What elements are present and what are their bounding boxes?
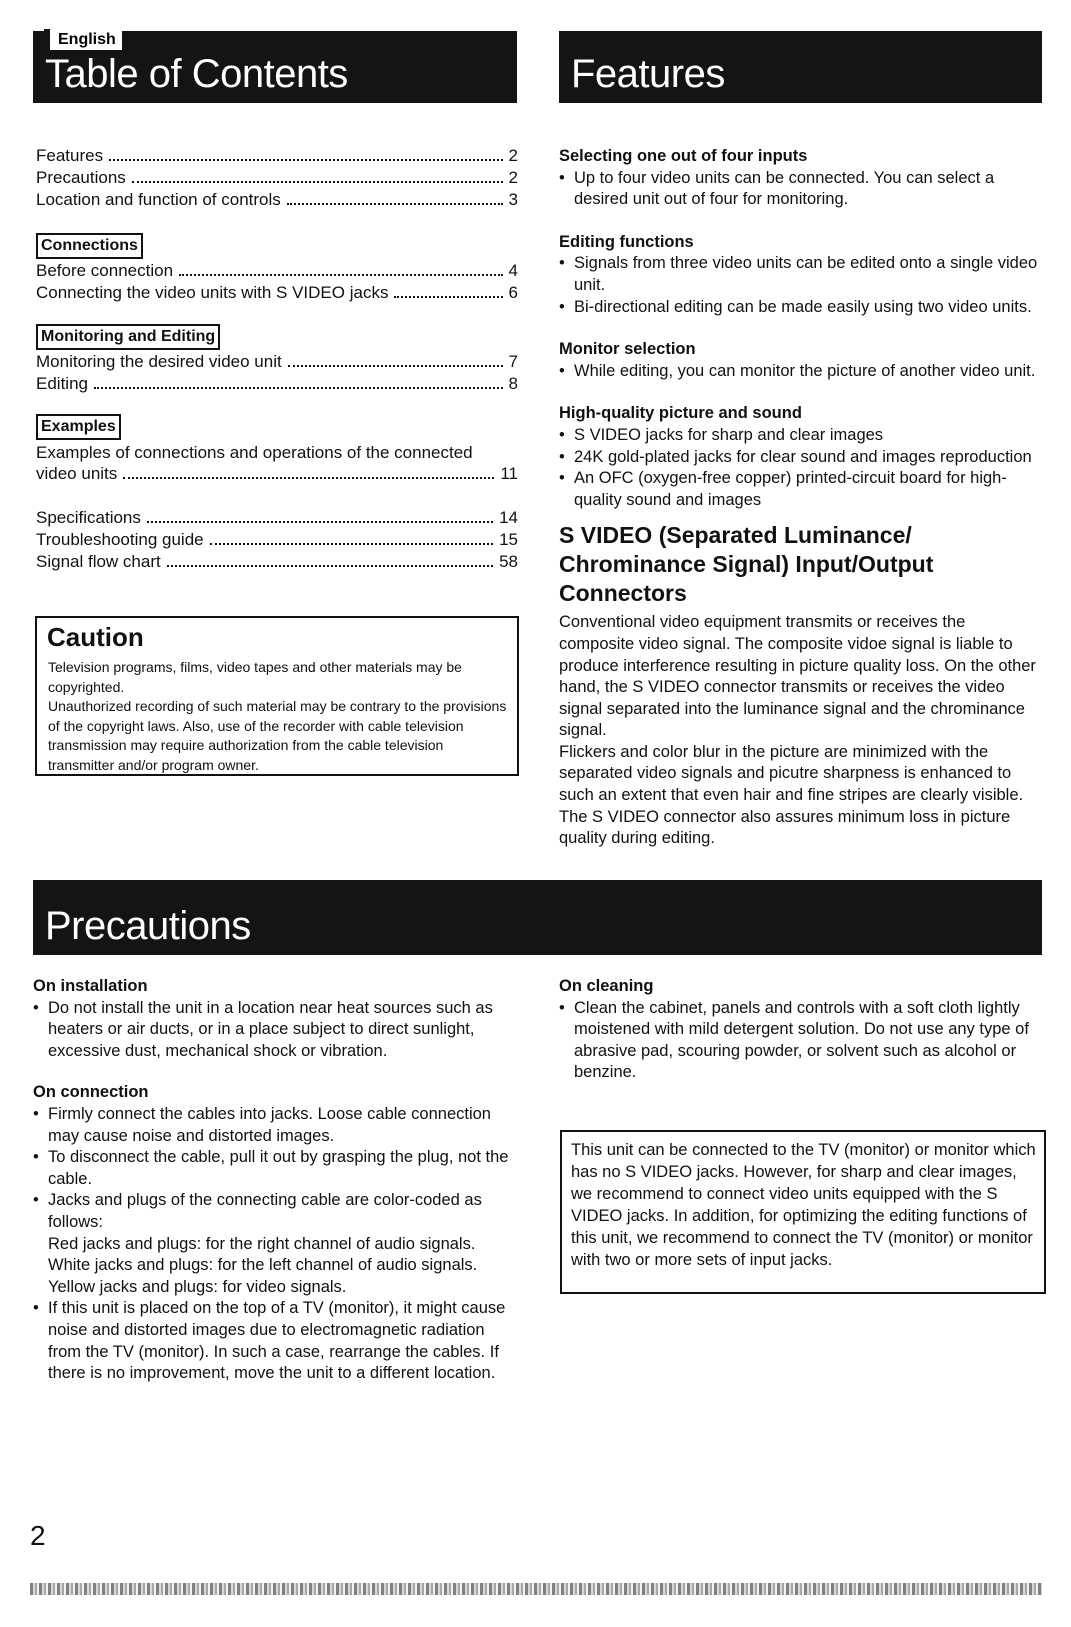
- precaution-bullet: • To disconnect the cable, pull it out by grasping the plug, not the cable.: [33, 1147, 517, 1190]
- feature-bullet-text: While editing, you can monitor the picture of another video unit.: [574, 361, 1036, 380]
- precautions-right: [559, 976, 1035, 1084]
- precaution-bullet-text: Jacks and plugs of the connecting cable are color-coded as follows:: [48, 1191, 482, 1231]
- language-label: English: [44, 29, 122, 50]
- toc-entry-label: Precautions: [36, 168, 126, 187]
- color-code-white: White jacks and plugs: for the left channel of audio signals.: [48, 1256, 478, 1275]
- feature-bullet: • Up to four video units can be connected. You can select a desired unit out of four for monitoring.: [559, 168, 1042, 211]
- precaution-heading: On connection: [33, 1083, 149, 1102]
- toc-section-examples: Examples: [36, 414, 121, 440]
- feature-bullet: • Bi-directional editing can be made easily using two video units.: [559, 297, 1042, 319]
- precaution-bullet: • If this unit is placed on the top of a TV (monitor), it might cause noise and distorted images due to electromagnetic radiation from the TV (monitor). In such a case, rearrange the cables. If there is no improvement, move the unit to a different location.: [33, 1298, 517, 1384]
- feature-bullet: • An OFC (oxygen-free copper) printed-circuit board for high-quality sound and images: [559, 468, 1042, 511]
- toc-entry-page: 2: [508, 146, 518, 165]
- precaution-bullet: • Firmly connect the cables into jacks. Loose cable connection may cause noise and distorted images.: [33, 1104, 517, 1147]
- precautions-left: [33, 976, 517, 1385]
- feature-bullet-text: Bi-directional editing can be made easily using two video units.: [574, 297, 1032, 316]
- toc-entry: [36, 283, 518, 305]
- feature-bullet-text: An OFC (oxygen-free copper) printed-circuit board for high-quality sound and images: [574, 469, 1007, 509]
- toc-entry-label: Location and function of controls: [36, 190, 281, 209]
- toc-entry-label: Specifications: [36, 508, 141, 527]
- caution-box: [35, 616, 519, 776]
- precaution-heading: On cleaning: [559, 977, 654, 995]
- toc-section-monitoring: Monitoring and Editing: [36, 324, 220, 350]
- feature-heading: Editing functions: [559, 232, 694, 251]
- caution-paragraph: Unauthorized recording of such material may be contrary to the provisions of the copyright laws. Also, use of the recorder with cable television transmission may require authorization from the cable television transmitter and/or program owner.: [48, 698, 507, 773]
- caution-text: [48, 658, 508, 775]
- scan-artifact-strip: [30, 1583, 1042, 1595]
- toc-entry: [36, 464, 518, 486]
- feature-bullet: • 24K gold-plated jacks for clear sound and images reproduction: [559, 447, 1042, 469]
- toc-entry-label: Before connection: [36, 261, 174, 280]
- toc-entry-page: 8: [508, 374, 518, 393]
- precaution-bullet-text: Firmly connect the cables into jacks. Loose cable connection may cause noise and distorted images.: [48, 1104, 491, 1145]
- feature-heading: High-quality picture and sound: [559, 404, 802, 423]
- toc-entry: [36, 261, 518, 283]
- feature-bullet-text: S VIDEO jacks for sharp and clear images: [574, 425, 884, 444]
- toc-entry-page: 4: [508, 261, 518, 280]
- feature-bullet-text: Up to four video units can be connected. You can select a desired unit out of four for monitoring.: [574, 168, 995, 209]
- feature-bullet: • While editing, you can monitor the picture of another video unit.: [559, 361, 1042, 383]
- page-number: 2: [30, 1520, 46, 1551]
- precaution-bullet-text: Clean the cabinet, panels and controls with a soft cloth lightly moistened with mild detergent solution. Do not use any type of abrasive pad, scouring powder, or solvent such as alcohol or benzine.: [574, 998, 1029, 1082]
- precaution-bullet-text: To disconnect the cable, pull it out by grasping the plug, not the cable.: [48, 1148, 509, 1188]
- svideo-paragraph: Conventional video equipment transmits or receives the composite video signal. The composite vidoe signal is liable to produce interference resulting in picture quality loss. On the other hand, the S VIDEO connector transmits or receives the video signal separated into the luminance signal and the chrominance signal.: [559, 613, 1036, 740]
- toc-entry-page: 58: [499, 552, 518, 571]
- precaution-heading: On installation: [33, 977, 148, 995]
- toc-entry-label: Examples of connections and operations of the connected: [36, 443, 473, 462]
- toc-entry: [36, 374, 518, 396]
- toc-entry-label: Editing: [36, 374, 88, 393]
- svideo-paragraph: Flickers and color blur in the picture are minimized with the separated video signals and picutre sharpness is enhanced to such an extent that even hair and fine stripes are clearly visible. The S VIDEO connector also assures minimum loss in picture quality during editing.: [559, 742, 1024, 848]
- precautions-title: Precautions: [45, 904, 251, 948]
- features-banner: [559, 31, 1042, 103]
- toc-entry-label: video units: [36, 464, 118, 483]
- toc-entry: [36, 352, 518, 374]
- precaution-bullet-text: Do not install the unit in a location near heat sources such as heaters or air ducts, or in a place subject to direct sunlight, excessive dust, mechanical shock or vibration.: [48, 998, 493, 1060]
- toc-entry-label: Connecting the video units with S VIDEO jacks: [36, 283, 389, 302]
- toc-entry-page: 3: [508, 190, 518, 209]
- toc-entry: [36, 508, 518, 530]
- precaution-bullet: • Do not install the unit in a location near heat sources such as heaters or air ducts, or in a place subject to direct sunlight, excessive dust, mechanical shock or vibration.: [33, 998, 517, 1063]
- toc-entry-page: 6: [508, 283, 518, 302]
- toc-section-connections: Connections: [36, 233, 143, 259]
- precaution-bullet: • Jacks and plugs of the connecting cable are color-coded as follows: Red jacks and plugs: for the right channel of audio signals. White jacks and plugs: for the left channel of audio signals. Yellow jacks and plugs: for video signals.: [33, 1190, 517, 1298]
- toc-entry-label: Features: [36, 146, 104, 165]
- feature-heading: Monitor selection: [559, 340, 696, 359]
- toc-entry-page: 15: [499, 530, 518, 549]
- svideo-heading: S VIDEO (Separated Luminance/ Chrominance Signal) Input/Output Connectors: [559, 522, 934, 607]
- toc-entry: [36, 146, 518, 168]
- toc-banner: [33, 31, 517, 103]
- toc-entry-label: Monitoring the desired video unit: [36, 352, 282, 371]
- feature-bullet-text: Signals from three video units can be edited onto a single video unit.: [574, 254, 1038, 294]
- feature-heading: Selecting one out of four inputs: [559, 147, 808, 165]
- precautions-banner: [33, 880, 1042, 955]
- feature-bullet: • Signals from three video units can be edited onto a single video unit.: [559, 253, 1042, 296]
- feature-bullet: • S VIDEO jacks for sharp and clear images: [559, 425, 1042, 447]
- toc-entry-page: 2: [508, 168, 518, 187]
- precaution-bullet-text: If this unit is placed on the top of a TV (monitor), it might cause noise and distorted images due to electromagnetic radiation from the TV (monitor). In such a case, rearrange the cables. If there is no improvement, move the unit to a different location.: [48, 1299, 506, 1383]
- toc-entry: [36, 190, 518, 212]
- toc-entry-label: Troubleshooting guide: [36, 530, 204, 549]
- color-code-yellow: Yellow jacks and plugs: for video signals.: [48, 1277, 347, 1296]
- color-code-red: Red jacks and plugs: for the right channel of audio signals.: [48, 1234, 476, 1253]
- note-box: [560, 1130, 1046, 1294]
- toc-entry-label: Signal flow chart: [36, 552, 161, 571]
- toc-title: Table of Contents: [45, 52, 348, 96]
- features-title: Features: [571, 52, 725, 96]
- toc-entry-page: 11: [500, 464, 518, 483]
- toc-entry: [36, 168, 518, 190]
- precaution-bullet: • Clean the cabinet, panels and controls with a soft cloth lightly moistened with mild detergent solution. Do not use any type of abrasive pad, scouring powder, or solvent such as alcohol or benzine.: [559, 998, 1035, 1084]
- features-content: [559, 146, 1042, 850]
- toc-entry: [36, 552, 518, 574]
- toc-entry: [36, 530, 518, 552]
- feature-bullet-text: 24K gold-plated jacks for clear sound and images reproduction: [574, 447, 1032, 466]
- caution-title: Caution: [47, 622, 144, 652]
- toc-entry-page: 14: [499, 508, 518, 527]
- caution-paragraph: Television programs, films, video tapes and other materials may be copyrighted.: [48, 659, 462, 695]
- toc-entry-page: 7: [508, 352, 518, 371]
- note-text: This unit can be connected to the TV (monitor) or monitor which has no S VIDEO jacks. However, for sharp and clear images, we recommend to connect video units equipped with the S VIDEO jacks. In addition, for optimizing the editing functions of this unit, we recommend to connect the TV (monitor) or monitor with two or more sets of input jacks.: [571, 1141, 1036, 1269]
